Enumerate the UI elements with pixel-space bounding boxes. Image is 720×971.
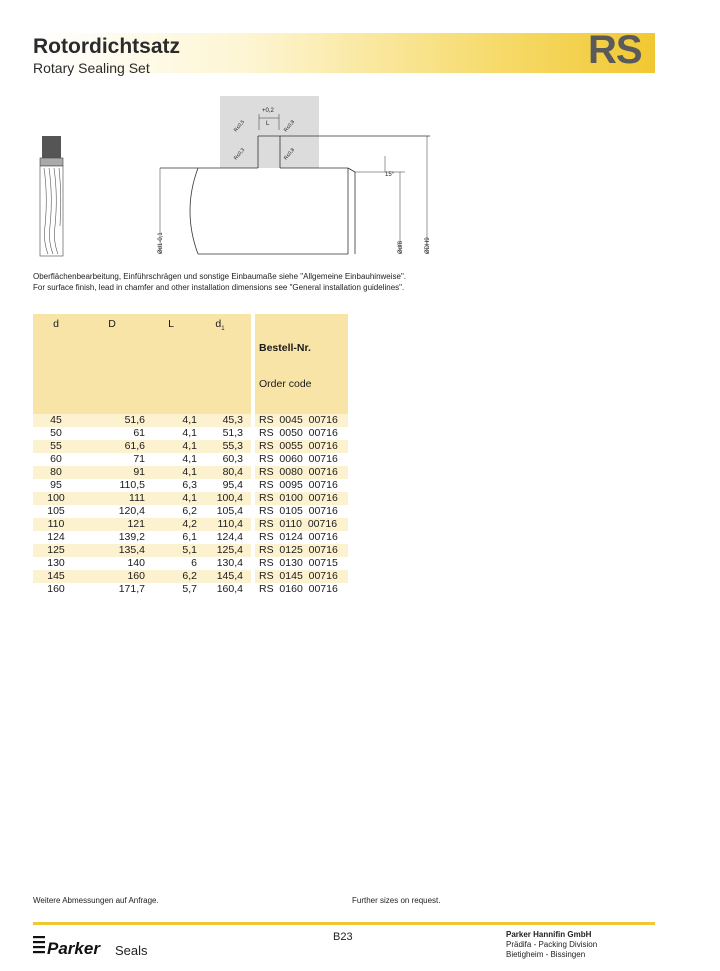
cell-d1: 55,3 <box>197 440 251 453</box>
shaft-outline <box>190 156 405 254</box>
cell-D: 171,7 <box>118 583 145 595</box>
table-row <box>33 531 348 544</box>
cell-d1: 80,4 <box>197 466 251 479</box>
cell-d: 145 <box>33 570 79 583</box>
cell-order-code: RS 0125 00716 <box>255 544 348 557</box>
product-code-badge: RS <box>588 28 642 72</box>
table-row <box>33 557 348 570</box>
cell-d: 95 <box>50 479 62 491</box>
cell-d1: 105,4 <box>216 505 243 517</box>
cell-d: 110 <box>33 518 79 531</box>
cell-L: 4,2 <box>145 518 197 531</box>
page-number: B23 <box>333 931 353 943</box>
cell-D: 140 <box>127 557 145 569</box>
company-name <box>506 930 597 940</box>
length-label: L <box>266 121 270 127</box>
footer-divider <box>33 922 655 925</box>
radius-label-3: R≤0,3 <box>232 147 247 162</box>
cell-D: 110,5 <box>119 479 145 491</box>
cell-d: 55 <box>33 440 79 453</box>
table-row <box>33 466 348 479</box>
cell-L: 5,7 <box>182 583 197 595</box>
header-d: d <box>33 314 79 414</box>
cell-L: 4,1 <box>145 466 197 479</box>
cell-D: 111 <box>79 492 145 505</box>
parker-logo <box>33 932 113 960</box>
cell-order-code: RS 0055 00716 <box>255 440 348 453</box>
cell-order-code: RS 0130 00715 <box>259 557 338 569</box>
cell-d1: 145,4 <box>197 570 251 583</box>
cell-order-code: RS 0050 00716 <box>259 427 338 439</box>
company-location: Bietigheim - Bissingen <box>506 950 586 959</box>
installation-drawing <box>30 96 450 266</box>
header-d1-subscript: 1 <box>221 326 225 333</box>
company-info <box>506 930 597 960</box>
cell-order-code: RS 0095 00716 <box>259 479 338 491</box>
cell-d: 50 <box>50 427 62 439</box>
cell-D: 61,6 <box>79 440 145 453</box>
cell-d1: 124,4 <box>216 531 243 543</box>
cell-order-code: RS 0124 00716 <box>259 531 338 543</box>
cell-d: 125 <box>33 544 79 557</box>
cell-L: 4,1 <box>145 492 197 505</box>
D-dimension-label: ØDH9 <box>425 237 431 254</box>
cell-d1: 130,4 <box>216 557 243 569</box>
cell-L: 6,1 <box>182 531 197 543</box>
installation-note-de: Oberflächenbearbeitung, Einführschrägen und sonstige Einbaumaße siehe "Allgemeine Einbauhinweise". <box>33 272 407 281</box>
table-row <box>33 570 348 583</box>
footer-note-en: Further sizes on request. <box>352 896 441 905</box>
table-row <box>33 453 348 466</box>
cell-d: 100 <box>33 492 79 505</box>
cell-D: 135,4 <box>79 544 145 557</box>
cell-L: 4,1 <box>145 414 197 427</box>
page-subtitle: Rotary Sealing Set <box>33 60 150 76</box>
cell-d1: 60,3 <box>222 453 243 465</box>
cell-d1: 100,4 <box>197 492 251 505</box>
cell-L: 6,2 <box>182 505 197 517</box>
table-row <box>33 440 348 453</box>
cell-L: 4,1 <box>145 440 197 453</box>
seal-cross-section <box>40 136 63 256</box>
cell-D: 139,2 <box>118 531 145 543</box>
header-code-en: Order code <box>259 378 312 390</box>
dimensions-table <box>33 314 348 596</box>
cell-d1: 95,4 <box>222 479 243 491</box>
table-row <box>33 427 348 440</box>
cell-d1: 110,4 <box>197 518 251 531</box>
cell-D: 71 <box>133 453 145 465</box>
cell-order-code: RS 0160 00716 <box>259 583 338 595</box>
table-row <box>33 414 348 427</box>
cell-order-code: RS 0100 00716 <box>255 492 348 505</box>
cell-order-code: RS 0145 00716 <box>255 570 348 583</box>
cell-d: 160 <box>47 583 65 595</box>
company-name-text: Parker Hannifin GmbH <box>506 930 592 939</box>
header-D: D <box>79 314 145 414</box>
cell-d: 105 <box>47 505 65 517</box>
table-row <box>33 492 348 505</box>
header-d1-label: d <box>215 318 222 330</box>
cell-order-code: RS 0080 00716 <box>255 466 348 479</box>
cell-d1: 45,3 <box>197 414 251 427</box>
cell-L: 6,2 <box>145 570 197 583</box>
cell-D: 91 <box>79 466 145 479</box>
width-tolerance-label: +0,2 <box>262 108 274 114</box>
table-row <box>33 583 348 596</box>
cell-D: 120,4 <box>118 505 145 517</box>
header-order-code <box>255 314 348 414</box>
page-title: Rotordichtsatz <box>33 35 180 58</box>
table-body <box>33 414 348 596</box>
radius-label-2: R≤0,8 <box>282 119 297 134</box>
cell-D: 160 <box>79 570 145 583</box>
seals-label: Seals <box>115 943 148 958</box>
cell-d: 45 <box>33 414 79 427</box>
cell-d: 60 <box>50 453 62 465</box>
cell-order-code: RS 0110 00716 <box>255 518 348 531</box>
cell-L: 6 <box>191 557 197 569</box>
table-row <box>33 479 348 492</box>
cell-d1: 160,4 <box>216 583 243 595</box>
table-row <box>33 544 348 557</box>
cell-L: 6,3 <box>182 479 197 491</box>
d1-dimension-label: Ød1-0,1 <box>158 232 164 254</box>
d-dimension-label: Ødf8 <box>398 240 404 254</box>
header-code-de: Bestell-Nr. <box>259 342 311 354</box>
cell-order-code: RS 0045 00716 <box>255 414 348 427</box>
cell-order-code: RS 0105 00716 <box>259 505 338 517</box>
company-division: Prädifa - Packing Division <box>506 940 598 949</box>
cell-d: 124 <box>47 531 65 543</box>
cell-L: 4,1 <box>182 453 197 465</box>
chamfer-angle-label: 15° <box>385 172 395 178</box>
table-header-row <box>33 314 348 414</box>
cell-d: 80 <box>33 466 79 479</box>
cell-D: 61 <box>133 427 145 439</box>
table-row <box>33 518 348 531</box>
cell-d1: 51,3 <box>222 427 243 439</box>
cell-d1: 125,4 <box>197 544 251 557</box>
cell-D: 51,6 <box>79 414 145 427</box>
cell-d: 130 <box>47 557 65 569</box>
table-row <box>33 505 348 518</box>
cell-D: 121 <box>79 518 145 531</box>
radius-label-1: R≤0,5 <box>232 119 247 134</box>
installation-note-en: For surface finish, lead in chamfer and other installation dimensions see "General installation guidelines". <box>33 283 405 292</box>
footer-note-de: Weitere Abmessungen auf Anfrage. <box>33 896 159 905</box>
parker-logo-text: Parker <box>47 939 100 958</box>
cell-L: 5,1 <box>145 544 197 557</box>
cell-order-code: RS 0060 00716 <box>259 453 338 465</box>
radius-label-4: R≤0,8 <box>282 147 297 162</box>
cell-L: 4,1 <box>182 427 197 439</box>
header-L: L <box>145 314 197 414</box>
header-d1 <box>197 314 251 414</box>
